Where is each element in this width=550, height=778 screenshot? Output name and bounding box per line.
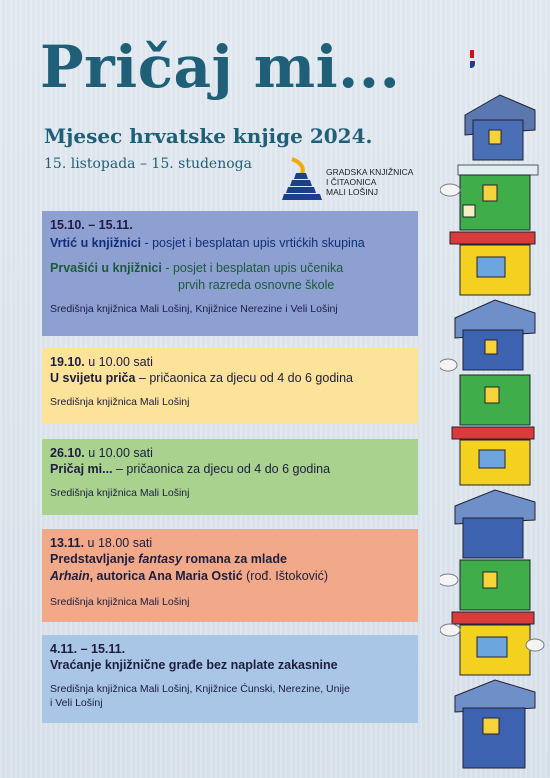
- book-house-5: [460, 375, 530, 425]
- event-name: [50, 370, 410, 387]
- event-time: u 18.00 sati: [84, 536, 153, 550]
- event-title: U svijetu priča: [50, 371, 136, 385]
- book-house-tower-illustration: [440, 90, 545, 770]
- event-location-cont: i Veli Lošinj: [50, 697, 103, 709]
- book-house-7: [455, 490, 535, 558]
- event-date: 19.10.: [50, 355, 85, 369]
- event-item-desc-line2: prvih razreda osnovne škole: [178, 278, 335, 292]
- speech-bubble: [440, 624, 460, 636]
- event-location: Središnja knjižnica Mali Lošinj, Knjižnice Nerezine i Veli Lošinj: [50, 303, 338, 315]
- speech-bubble: [440, 184, 460, 196]
- speech-bubble: [440, 574, 458, 586]
- event-desc: – pričaonica za djecu od 4 do 6 godina: [112, 462, 331, 476]
- event-item-desc: - posjet i besplatan upis učenika: [161, 261, 344, 275]
- event-title: Vraćanje knjižnične građe bez naplate zakasnine: [50, 658, 338, 672]
- date-range: 15. listopada – 15. studenoga: [44, 156, 252, 172]
- event-datetime: [50, 354, 410, 370]
- author-name: , autorica Ana Maria Ostić: [89, 569, 243, 583]
- event-panel-4: [42, 529, 418, 622]
- book-house-4: [455, 300, 535, 370]
- event-title-part: romana za mlade: [182, 552, 287, 566]
- library-logo: [282, 157, 432, 201]
- event-title: Pričaj mi...: [50, 462, 113, 476]
- book-house-3: [460, 245, 530, 295]
- event-panel-3: [42, 439, 418, 515]
- event-item-vrtic: [50, 235, 410, 252]
- event-time: u 10.00 sati: [84, 355, 153, 369]
- event-title-part: Predstavljanje: [50, 552, 139, 566]
- library-name-line2: I ČITAONICA: [326, 177, 377, 187]
- event-panel-2: [42, 348, 418, 424]
- event-time: u 10.00 sati: [84, 446, 153, 460]
- book-house-1: [465, 95, 535, 160]
- book-house-10: [455, 680, 535, 768]
- book-title: Arhain: [50, 569, 90, 583]
- event-name: [50, 657, 410, 674]
- event-panel-5: [42, 635, 418, 723]
- author-maiden-name: (rođ. Ištoković): [242, 569, 329, 583]
- event-item-title: Prvašići u knjižnici: [50, 261, 162, 275]
- event-datetime: [50, 535, 410, 551]
- event-date: 4.11. – 15.11.: [50, 642, 126, 656]
- library-name-line3: MALI LOŠINJ: [326, 187, 378, 197]
- event-item-title: Vrtić u knjižnici: [50, 236, 141, 250]
- event-desc: – pričaonica za djecu od 4 do 6 godina: [135, 371, 353, 385]
- ministry-logo: [470, 50, 525, 94]
- page-subtitle: Mjesec hrvatske knjige 2024.: [44, 124, 373, 148]
- speech-bubble: [440, 359, 457, 371]
- event-location: Središnja knjižnica Mali Lošinj: [50, 596, 190, 608]
- event-item-desc: - posjet i besplatan upis vrtićkih skupina: [141, 236, 365, 250]
- book-house-2: [460, 175, 530, 230]
- book-house-8: [460, 560, 530, 610]
- event-datetime: [50, 445, 410, 461]
- library-logo-icon: [282, 157, 322, 201]
- page-title: Pričaj mi...: [40, 33, 401, 101]
- event-name-line2: [50, 568, 410, 585]
- event-name: [50, 461, 410, 478]
- event-name-line1: [50, 551, 410, 568]
- event-item-prvasici: [50, 260, 410, 277]
- event-location: Središnja knjižnica Mali Lošinj: [50, 487, 190, 499]
- event-date: 15.10. – 15.11.: [50, 218, 133, 232]
- event-title-italic: fantasy: [138, 552, 183, 566]
- library-name-line1: GRADSKA KNJIŽNICA: [326, 167, 414, 177]
- event-location: Središnja knjižnica Mali Lošinj: [50, 396, 190, 408]
- event-date: 13.11.: [50, 536, 85, 550]
- event-date: 26.10.: [50, 446, 85, 460]
- book-house-9: [460, 625, 530, 675]
- speech-bubble: [526, 639, 544, 651]
- book-house-6: [460, 440, 530, 485]
- event-location: Središnja knjižnica Mali Lošinj, Knjižnice Ćunski, Nerezine, Unije: [50, 683, 350, 695]
- event-item-desc-cont: [50, 277, 410, 294]
- event-panel-1: [42, 211, 418, 336]
